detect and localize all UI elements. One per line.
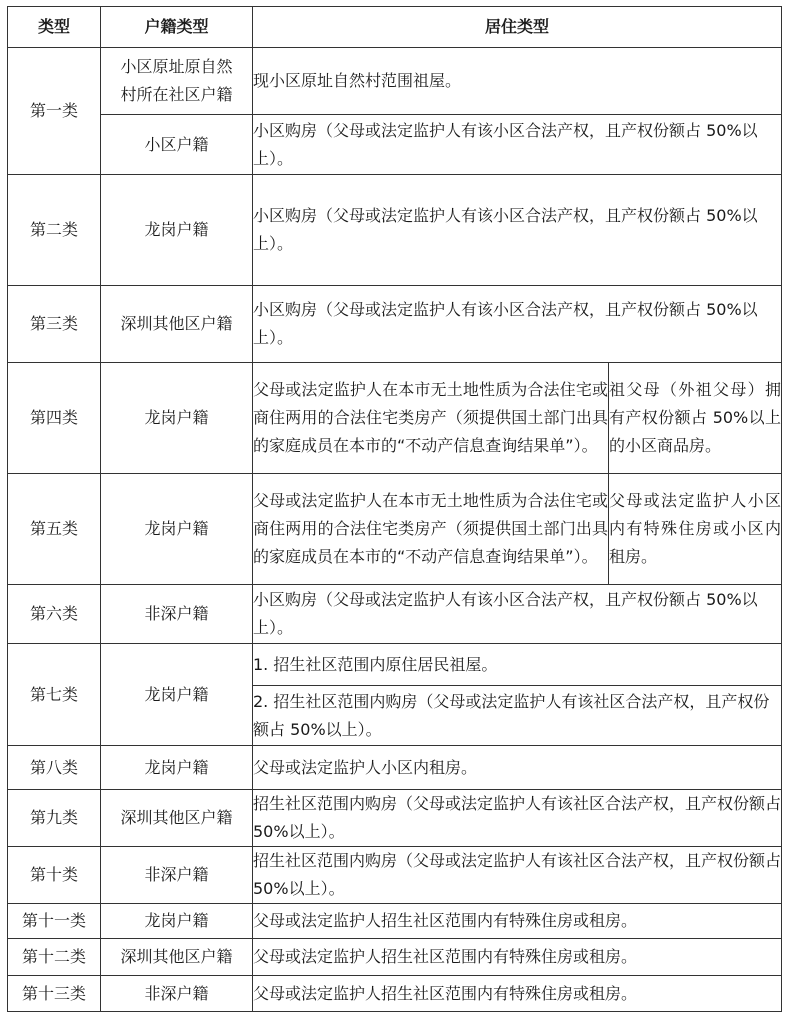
table-row: [8, 115, 782, 175]
residence-cell: 父母或法定监护人招生社区范围内有特殊住房或租房。: [253, 939, 782, 976]
residence-cell: 小区购房（父母或法定监护人有该小区合法产权，且产权份额占 50%以上）。: [253, 585, 782, 644]
hukou-cell: 龙岗户籍: [101, 904, 253, 939]
residence-left-cell: 父母或法定监护人在本市无土地性质为合法住宅或商住两用的合法住宅类房产（须提供国土部门出具的家庭成员在本市的“不动产信息查询结果单”）。: [253, 474, 609, 585]
table-row: [8, 474, 782, 585]
table-row: [8, 363, 782, 474]
residence-right-cell: 父母或法定监护人小区内有特殊住房或小区内租房。: [609, 474, 782, 585]
category-cell: 第四类: [8, 363, 101, 474]
residence-cell: 1. 招生社区范围内原住居民祖屋。: [253, 644, 782, 686]
table-row: [8, 644, 782, 686]
category-cell: 第六类: [8, 585, 101, 644]
category-cell: 第一类: [8, 48, 101, 175]
table-row: [8, 847, 782, 904]
hukou-cell: 龙岗户籍: [101, 363, 253, 474]
table-row: [8, 585, 782, 644]
enrollment-category-table: [7, 6, 782, 1012]
category-cell: 第十二类: [8, 939, 101, 976]
hukou-cell: 深圳其他区户籍: [101, 939, 253, 976]
residence-cell: 招生社区范围内购房（父母或法定监护人有该社区合法产权，且产权份额占 50%以上）。: [253, 790, 782, 847]
residence-cell: 小区购房（父母或法定监护人有该小区合法产权，且产权份额占 50%以上）。: [253, 115, 782, 175]
hukou-cell: 深圳其他区户籍: [101, 286, 253, 363]
hukou-cell: 龙岗户籍: [101, 644, 253, 746]
category-cell: 第十类: [8, 847, 101, 904]
header-hukou: 户籍类型: [101, 7, 253, 48]
residence-cell: 小区购房（父母或法定监护人有该小区合法产权，且产权份额占 50%以上）。: [253, 175, 782, 286]
hukou-cell: 非深户籍: [101, 847, 253, 904]
residence-cell: 父母或法定监护人小区内租房。: [253, 746, 782, 790]
residence-cell: 2. 招生社区范围内购房（父母或法定监护人有该社区合法产权，且产权份额占 50%以上）。: [253, 686, 782, 746]
hukou-cell: 小区户籍: [101, 115, 253, 175]
header-residence: 居住类型: [253, 7, 782, 48]
header-type: 类型: [8, 7, 101, 48]
category-cell: 第五类: [8, 474, 101, 585]
residence-cell: 小区购房（父母或法定监护人有该小区合法产权，且产权份额占 50%以上）。: [253, 286, 782, 363]
table-row: [8, 939, 782, 976]
hukou-cell: 小区原址原自然村所在社区户籍: [101, 48, 253, 115]
residence-cell: 招生社区范围内购房（父母或法定监护人有该社区合法产权，且产权份额占 50%以上）。: [253, 847, 782, 904]
category-cell: 第二类: [8, 175, 101, 286]
hukou-cell: 深圳其他区户籍: [101, 790, 253, 847]
hukou-cell: 龙岗户籍: [101, 746, 253, 790]
table-row: [8, 904, 782, 939]
header-row: [8, 7, 782, 48]
table-row: [8, 175, 782, 286]
hukou-cell: 龙岗户籍: [101, 175, 253, 286]
residence-left-cell: 父母或法定监护人在本市无土地性质为合法住宅或商住两用的合法住宅类房产（须提供国土部门出具的家庭成员在本市的“不动产信息查询结果单”）。: [253, 363, 609, 474]
table-row: [8, 790, 782, 847]
category-cell: 第十三类: [8, 976, 101, 1012]
hukou-cell: 非深户籍: [101, 976, 253, 1012]
category-cell: 第八类: [8, 746, 101, 790]
residence-cell: 现小区原址自然村范围祖屋。: [253, 48, 782, 115]
table-row: [8, 48, 782, 115]
hukou-cell: 龙岗户籍: [101, 474, 253, 585]
residence-cell: 父母或法定监护人招生社区范围内有特殊住房或租房。: [253, 904, 782, 939]
category-cell: 第十一类: [8, 904, 101, 939]
category-cell: 第七类: [8, 644, 101, 746]
hukou-cell: 非深户籍: [101, 585, 253, 644]
category-cell: 第三类: [8, 286, 101, 363]
table-row: [8, 286, 782, 363]
table-row: [8, 746, 782, 790]
table-row: [8, 976, 782, 1012]
residence-right-cell: 祖父母（外祖父母）拥有产权份额占 50%以上的小区商品房。: [609, 363, 782, 474]
residence-cell: 父母或法定监护人招生社区范围内有特殊住房或租房。: [253, 976, 782, 1012]
category-cell: 第九类: [8, 790, 101, 847]
